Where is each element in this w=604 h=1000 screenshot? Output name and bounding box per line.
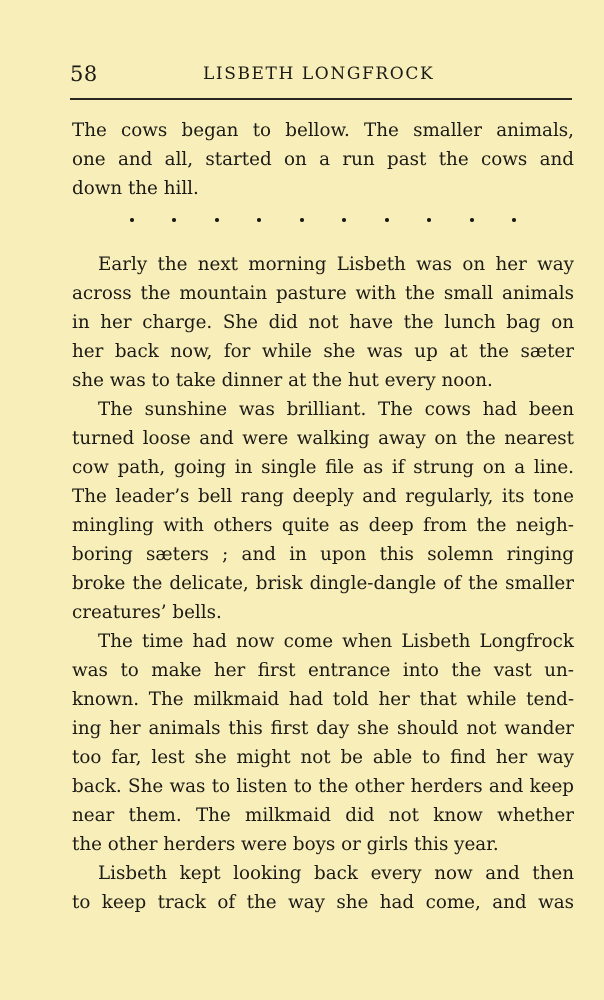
text-line: creatures’ bells.	[72, 602, 222, 623]
dot	[172, 218, 176, 222]
dot	[470, 218, 474, 222]
text-line: ing her animals this first day she should not wander	[72, 718, 574, 739]
text-line: she was to take dinner at the hut every noon.	[72, 370, 493, 391]
text-line: boring sæters ; and in upon this solemn ringing	[72, 544, 574, 565]
text-line: back. She was to listen to the other herders and keep	[72, 776, 574, 797]
section-break-dots	[72, 203, 574, 237]
page-header	[70, 58, 572, 92]
text-line: The leader’s bell rang deeply and regularly, its tone	[72, 486, 574, 507]
text-line: to keep track of the way she had come, and was	[72, 892, 574, 913]
paragraph	[72, 627, 574, 859]
text-line: near them. The milkmaid did not know whether	[72, 805, 574, 826]
text-line: turned loose and were walking away on the nearest	[72, 428, 574, 449]
text-line: in her charge. She did not have the lunch bag on	[72, 312, 574, 333]
text-line: The cows began to bellow. The smaller animals,	[72, 120, 574, 141]
paragraph	[72, 395, 574, 627]
text-line: known. The milkmaid had told her that while tend-	[72, 689, 574, 710]
dot	[427, 218, 431, 222]
header-rule	[70, 98, 572, 100]
text-line: The sunshine was brilliant. The cows had been	[98, 399, 574, 420]
page-number: 58	[70, 62, 98, 86]
text-line: mingling with others quite as deep from the neigh-	[72, 515, 574, 536]
text-line: one and all, started on a run past the cows and	[72, 149, 574, 170]
running-head: LISBETH LONGFROCK	[203, 64, 435, 84]
dot	[300, 218, 304, 222]
text-line: was to make her first entrance into the vast un-	[72, 660, 574, 681]
text-line: Lisbeth kept looking back every now and then	[98, 863, 574, 884]
dot	[385, 218, 389, 222]
body-text	[72, 116, 574, 917]
spacer	[72, 237, 574, 250]
text-line: the other herders were boys or girls this year.	[72, 834, 499, 855]
text-line: The time had now come when Lisbeth Longfrock	[98, 631, 574, 652]
text-line: cow path, going in single file as if strung on a line.	[72, 457, 574, 478]
dot	[257, 218, 261, 222]
text-line: too far, lest she might not be able to find her way	[72, 747, 574, 768]
text-line: her back now, for while she was up at the sæter	[72, 341, 574, 362]
paragraph	[72, 116, 574, 203]
dot	[512, 218, 516, 222]
text-line: Early the next morning Lisbeth was on her way	[98, 254, 574, 275]
paragraph	[72, 250, 574, 395]
dot	[342, 218, 346, 222]
text-line: across the mountain pasture with the small animals	[72, 283, 574, 304]
text-line: down the hill.	[72, 178, 199, 199]
paragraph	[72, 859, 574, 917]
text-line: broke the delicate, brisk dingle-dangle of the smaller	[72, 573, 574, 594]
dot	[215, 218, 219, 222]
dot	[130, 218, 134, 222]
